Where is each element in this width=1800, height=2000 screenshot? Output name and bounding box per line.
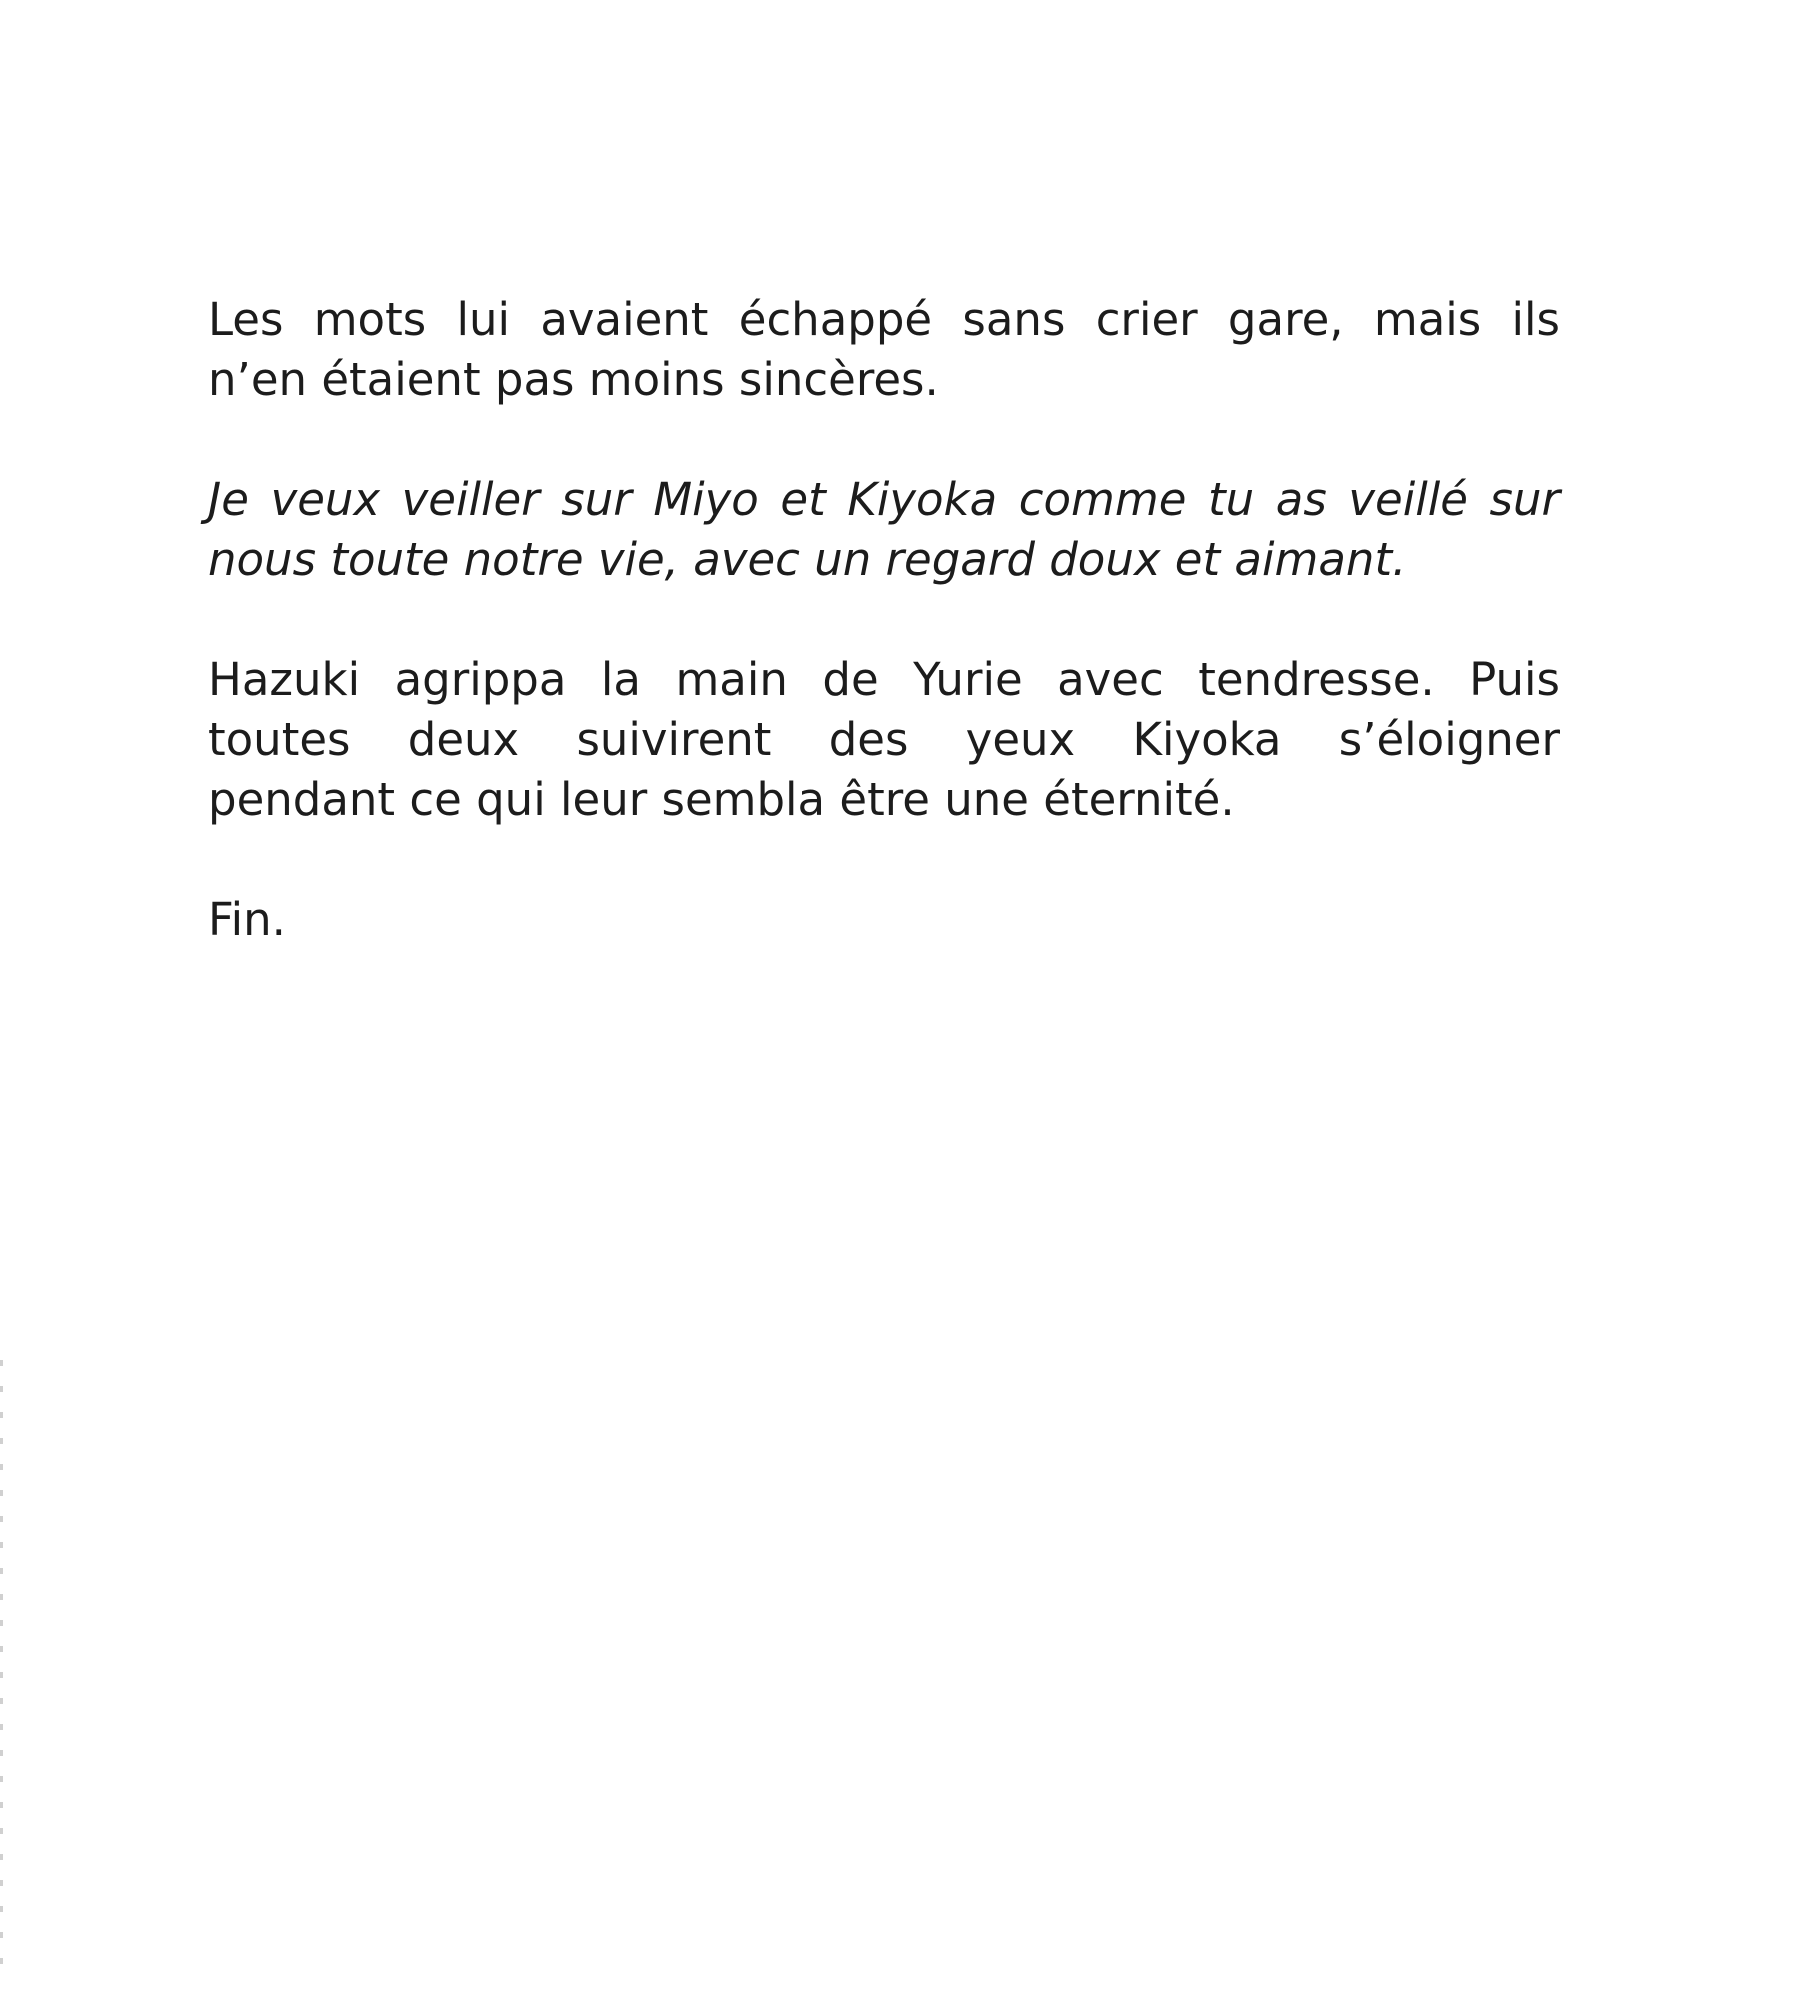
- text-line: Les mots lui avaient échappé sans crier gare, mais ils: [208, 293, 1560, 346]
- paragraph-1: [208, 290, 1560, 410]
- paragraph-3: [208, 650, 1560, 830]
- text-line: n’en étaient pas moins sincères.: [208, 353, 939, 406]
- text-line: toutes deux suivirent des yeux Kiyoka s’éloigner: [208, 713, 1560, 766]
- text-line: Je veux veiller sur Miyo et Kiyoka comme tu as veillé sur: [208, 473, 1560, 526]
- paragraph-end: [208, 890, 1560, 950]
- text-line: Hazuki agrippa la main de Yurie avec tendresse. Puis: [208, 653, 1560, 706]
- text-line: pendant ce qui leur sembla être une éternité.: [208, 773, 1235, 826]
- page-text: [208, 290, 1560, 1010]
- page-edge-marks: [0, 1360, 3, 1980]
- paragraph-2-italic: [208, 470, 1560, 590]
- end-word: Fin.: [208, 893, 286, 946]
- text-line: nous toute notre vie, avec un regard doux et aimant.: [208, 533, 1407, 586]
